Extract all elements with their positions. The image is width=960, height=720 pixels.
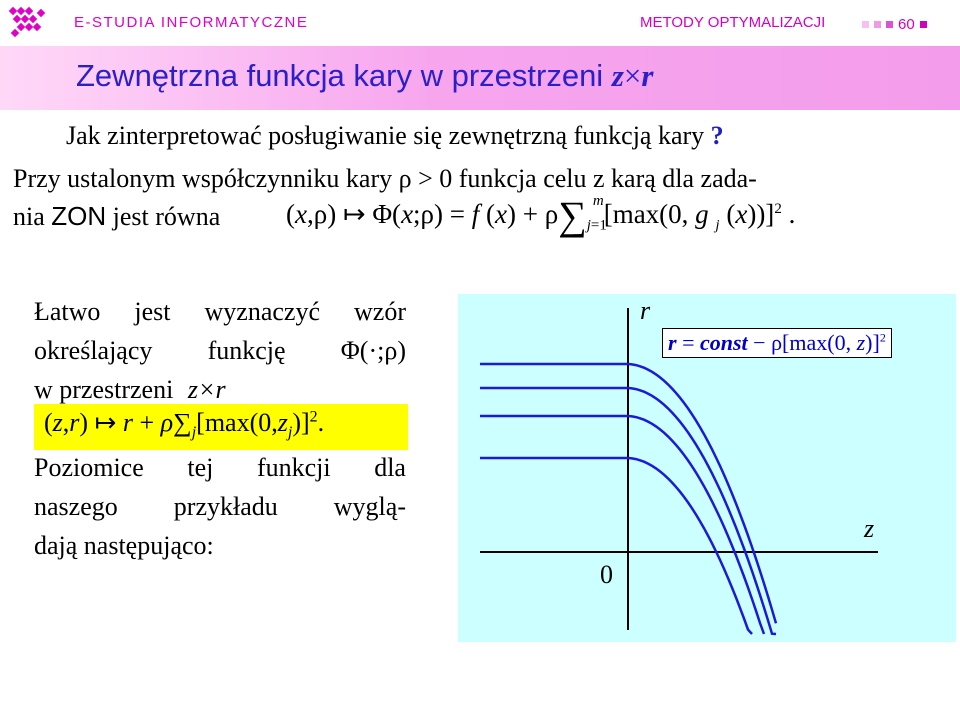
eq-equals: = [676, 330, 700, 355]
slide-title [76, 58, 653, 94]
paragraph-word: wzór [354, 297, 406, 326]
space-var: z×r [187, 375, 226, 404]
paragraph-word: naszego [34, 492, 118, 521]
question-mark: ? [710, 121, 724, 150]
eq-r: r [668, 330, 677, 355]
paragraph-word: tej [187, 453, 214, 482]
question-line [66, 121, 724, 151]
square-icon [874, 21, 881, 28]
eq-rest: − ρ[max(0, [747, 330, 857, 355]
paragraph-word: funkcji [256, 453, 331, 482]
eq-const: const [699, 330, 748, 355]
slide-title-text: Zewnętrzna funkcja kary w przestrzeni [76, 58, 604, 93]
text-line-2-start: nia [13, 202, 45, 231]
level-curve [480, 458, 752, 634]
page-indicator [862, 16, 932, 32]
square-icon [862, 21, 869, 28]
paragraph-line-4 [34, 448, 406, 487]
paragraph-word: Φ(·;ρ) [340, 336, 406, 365]
paragraph-word: jest [134, 297, 171, 326]
paragraph-line-5 [34, 487, 406, 526]
logo-icon [8, 6, 48, 40]
page-number: 60 [898, 15, 915, 33]
z-axis-label: z [864, 514, 875, 543]
text-line-1: Przy ustalonym współczynniku kary ρ > 0 funkcja celu z karą dla zada- [13, 164, 757, 193]
paragraph-word: określający [34, 336, 153, 365]
paragraph-word: dla [374, 453, 406, 482]
square-icon [886, 21, 893, 28]
paragraph-line-2 [34, 331, 406, 370]
zon-abbrev: ZON [51, 201, 107, 231]
paragraph-word: przykładu [173, 492, 278, 521]
text-line-2-end: jest równa [112, 202, 221, 231]
paragraph-word: Poziomice [34, 453, 144, 482]
paragraph-word: Łatwo [34, 297, 101, 326]
paragraph-line-1 [34, 292, 406, 331]
paragraph-line-3-text: w przestrzeni [34, 375, 174, 404]
eq-close: )] [865, 330, 880, 355]
title-var-z: z [611, 58, 624, 93]
paragraph-word: wyglą- [333, 492, 406, 521]
highlighted-formula: (z,r) ↦ $r + \rho\sum_j[\max(0,z_j)]^2$. [44, 408, 325, 442]
eq-exp: 2 [879, 330, 886, 345]
paragraph-line-6: dają następująco: [34, 531, 214, 560]
paragraph-word: funkcję [207, 336, 286, 365]
formula-end: . [788, 199, 796, 229]
question-text: Jak zinterpretować posługiwanie się zewnętrzną funkcją kary [66, 121, 705, 150]
paragraph-word: wyznaczyć [204, 297, 321, 326]
text-line-2 [13, 201, 220, 232]
title-times: × [623, 58, 642, 93]
origin-label: 0 [600, 560, 613, 589]
square-icon [920, 21, 927, 28]
eq-z: z [856, 330, 866, 355]
level-equation [662, 328, 892, 358]
level-curve [480, 416, 764, 634]
title-var-r: r [641, 58, 654, 93]
r-axis-label: r [640, 296, 651, 325]
course-title: METODY OPTYMALIZACJI [640, 14, 826, 31]
brand-name: E-STUDIA INFORMATYCZNE [74, 14, 309, 31]
penalty-formula: (x,ρ) ↦ Φ(x;ρ) = f $(x) + \rho\sum_{j=1}^m[\max(0$, g $_j$ (x))]$^2$ . [286, 193, 796, 238]
